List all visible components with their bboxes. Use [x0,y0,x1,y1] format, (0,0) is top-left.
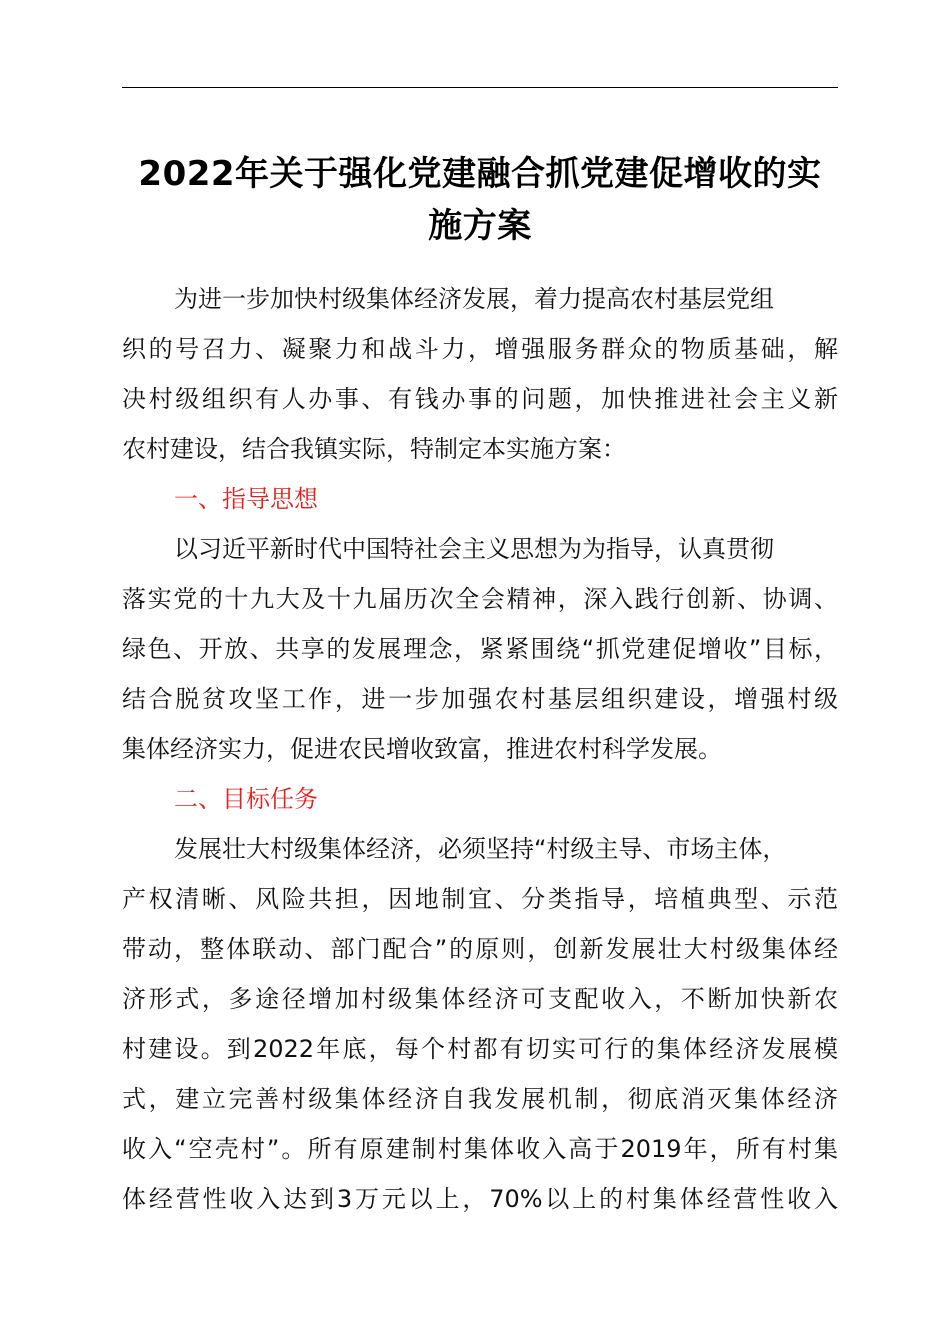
intro-line: 为进一步加快村级集体经济发展，着力提高农村基层党组 [174,285,774,313]
section2-line: 发展壮大村级集体经济，必须坚持“村级主导、市场主体， [174,835,787,863]
section2-line: 体经营性收入达到3万元以上，70%以上的村集体经营性收入 [122,1185,838,1213]
section2-line: 济形式，多途径增加村级集体经济可支配收入，不断加快新农 [122,985,838,1013]
section1-line: 绿色、开放、共享的发展理念，紧紧围绕“抓党建促增收”目标， [122,635,838,663]
document-body [122,274,862,1224]
section1-line: 落实党的十九大及十九届历次全会精神，深入践行创新、协调、 [122,585,838,613]
section1-line: 结合脱贫攻坚工作，进一步加强农村基层组织建设，增强村级 [122,685,838,713]
section2-line: 式，建立完善村级集体经济自我发展机制，彻底消灭集体经济 [122,1085,838,1113]
document-title [110,148,850,252]
title-line-1: 2022年关于强化党建融合抓党建促增收的实 [138,154,822,194]
header-rule [122,87,838,88]
section1-line: 以习近平新时代中国特社会主义思想为为指导，认真贯彻 [174,535,774,563]
section2-line: 村建设。到2022年底，每个村都有切实可行的集体经济发展模 [122,1035,838,1063]
section-heading-guiding-ideology: 一、指导思想 [174,485,318,513]
section2-line: 收入“空壳村”。所有原建制村集体收入高于2019年，所有村集 [122,1135,838,1163]
section2-line: 产权清晰、风险共担，因地制宜、分类指导，培植典型、示范 [122,885,838,913]
intro-line: 决村级组织有人办事、有钱办事的问题，加快推进社会主义新 [122,385,838,413]
section2-line: 带动，整体联动、部门配合”的原则，创新发展壮大村级集体经 [122,935,838,963]
intro-line: 织的号召力、凝聚力和战斗力，增强服务群众的物质基础，解 [122,335,838,363]
section1-line: 集体经济实力，促进农民增收致富，推进农村科学发展。 [122,735,722,763]
intro-line: 农村建设，结合我镇实际，特制定本实施方案： [122,435,626,463]
section-heading-goals-tasks: 二、目标任务 [174,785,318,813]
title-line-2: 施方案 [428,206,532,246]
